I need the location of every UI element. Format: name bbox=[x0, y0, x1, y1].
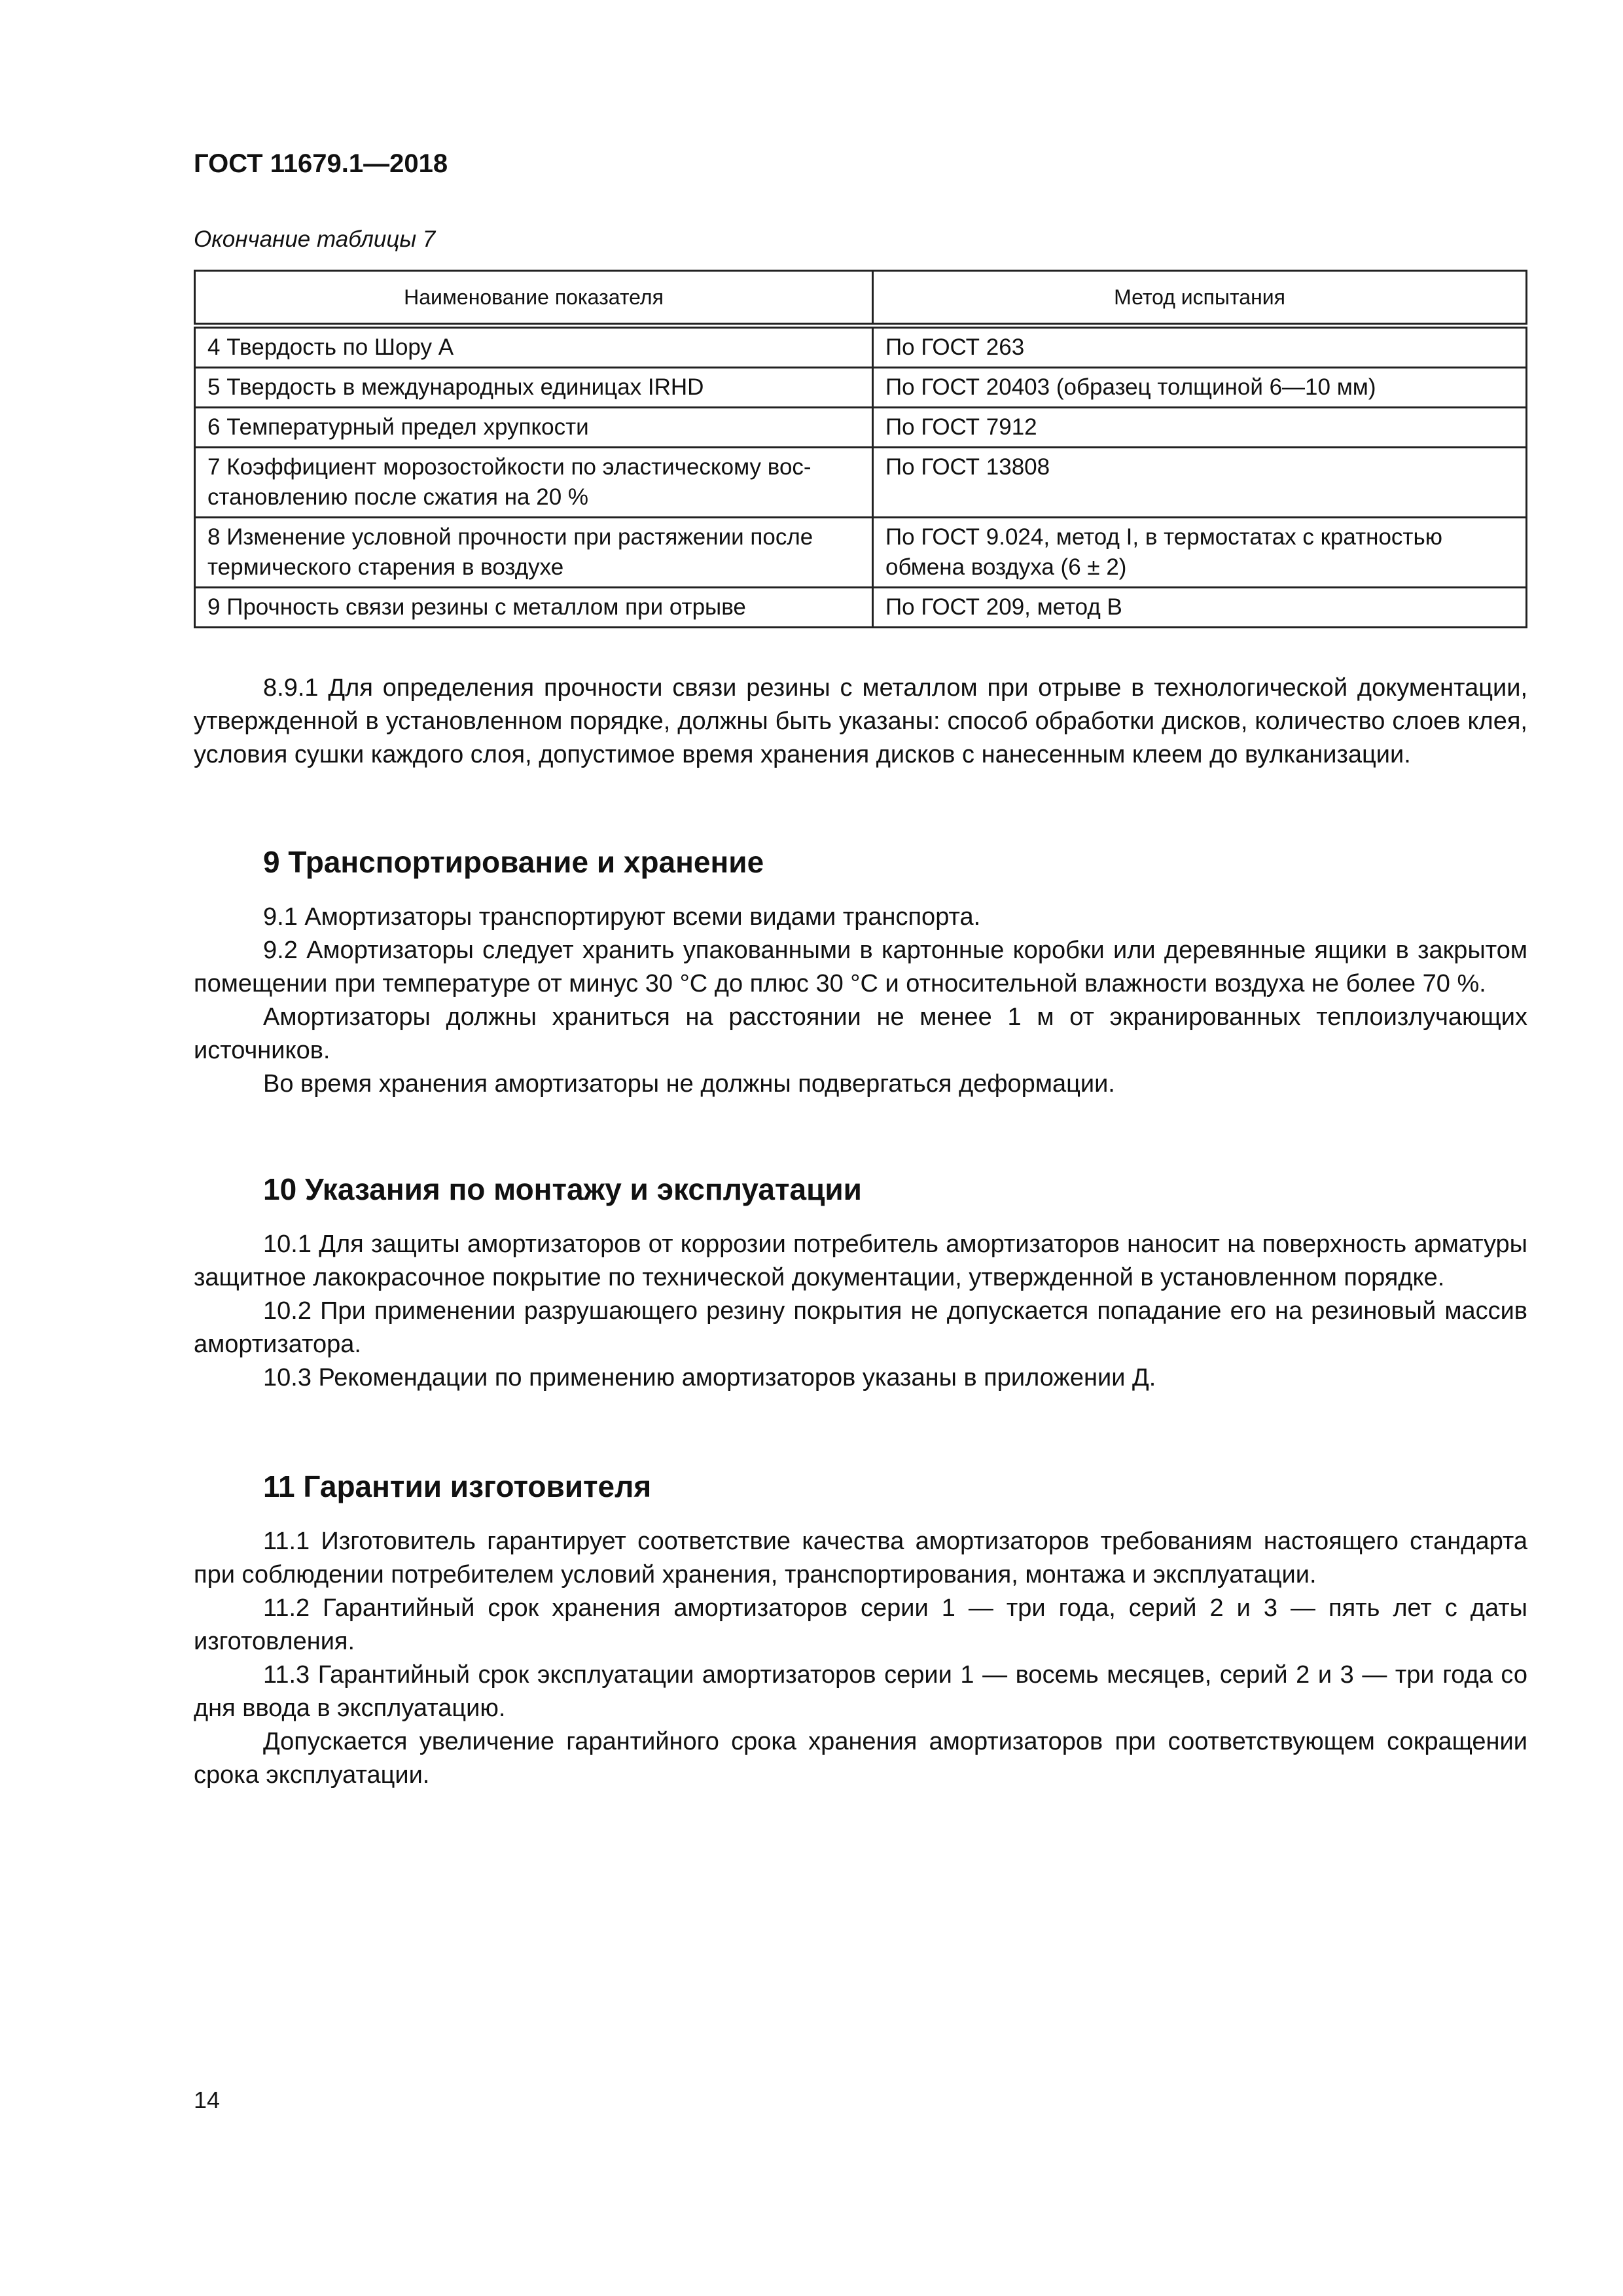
section-heading-11: 11 Гарантии изготовителя bbox=[263, 1469, 652, 1503]
section-heading-9: 9 Транспортирование и хранение bbox=[263, 845, 764, 879]
table-header-row bbox=[195, 271, 1527, 326]
page-number: 14 bbox=[194, 2087, 221, 2113]
indicator-cell: 7 Коэффициент морозостойкости по эластическому вос- становлению после сжатия на 20 % bbox=[195, 448, 873, 518]
indicator-cell: 6 Температурный предел хрупкости bbox=[195, 408, 873, 448]
indicator-cell: 5 Твердость в международных единицах IRHD bbox=[195, 368, 873, 408]
method-cell: По ГОСТ 209, метод В bbox=[873, 588, 1527, 628]
paragraph: Амортизаторы должны храниться на расстоянии не менее 1 м от экранированных теплоизлучающих источников. bbox=[194, 1003, 1527, 1064]
paragraph-block-8-9-1 bbox=[194, 672, 1527, 772]
paragraph: 9.2 Амортизаторы следует хранить упакованными в картонные коробки или деревянные ящики в закрытом помещении при температуре от минус 30 °С до плюс 30 °С и относительной влажности воздуха не более 70 %. bbox=[194, 937, 1527, 997]
column-header-method: Метод испытания bbox=[873, 271, 1527, 326]
table-caption: Окончание таблицы 7 bbox=[194, 226, 436, 252]
document-code: ГОСТ 11679.1—2018 bbox=[194, 149, 448, 178]
table-row bbox=[195, 368, 1527, 408]
indicator-cell: 4 Твердость по Шору А bbox=[195, 326, 873, 368]
indicator-cell: 8 Изменение условной прочности при растяжении после термического старения в воздухе bbox=[195, 518, 873, 588]
method-cell: По ГОСТ 7912 bbox=[873, 408, 1527, 448]
paragraph: 10.1 Для защиты амортизаторов от коррозии потребитель амортизаторов наносит на поверхность арматуры защитное лакокрасочное покрытие по технической документации, утвержденной в установленном порядке. bbox=[194, 1230, 1527, 1291]
method-cell: По ГОСТ 20403 (образец толщиной 6—10 мм) bbox=[873, 368, 1527, 408]
table-row bbox=[195, 408, 1527, 448]
table-row bbox=[195, 448, 1527, 518]
paragraph: 8.9.1 Для определения прочности связи резины с металлом при отрыве в технологической документации, утвержденной в установленном порядке, должны быть указаны: способ обработки дисков, количество слоев клея, условия сушки каждого слоя, допустимое время хранения дисков с нанесенным клеем до вулканизации. bbox=[194, 674, 1527, 768]
section-9-body bbox=[194, 901, 1527, 1101]
paragraph: 9.1 Амортизаторы транспортируют всеми видами транспорта. bbox=[263, 903, 981, 931]
method-cell: По ГОСТ 263 bbox=[873, 326, 1527, 368]
table-row bbox=[195, 588, 1527, 628]
table-row bbox=[195, 518, 1527, 588]
table-row bbox=[195, 326, 1527, 368]
paragraph: 11.2 Гарантийный срок хранения амортизаторов серии 1 — три года, серий 2 и 3 — пять лет с даты изготовления. bbox=[194, 1594, 1527, 1655]
paragraph: 10.2 При применении разрушающего резину покрытия не допускается попадание его на резиновый массив амортизатора. bbox=[194, 1297, 1527, 1358]
column-header-indicator: Наименование показателя bbox=[195, 271, 873, 326]
section-10-body bbox=[194, 1228, 1527, 1395]
section-11-body bbox=[194, 1525, 1527, 1792]
indicators-table bbox=[194, 270, 1527, 628]
method-cell: По ГОСТ 9.024, метод I, в термостатах с кратностью обмена воздуха (6 ± 2) bbox=[873, 518, 1527, 588]
paragraph: 11.1 Изготовитель гарантирует соответствие качества амортизаторов требованиям настоящего стандарта при соблюдении потребителем условий хранения, транспортирования, монтажа и эксплуатации. bbox=[194, 1528, 1527, 1588]
paragraph: Допускается увеличение гарантийного срока хранения амортизаторов при соответствующем сокращении срока эксплуатации. bbox=[194, 1728, 1527, 1789]
paragraph: 11.3 Гарантийный срок эксплуатации амортизаторов серии 1 — восемь месяцев, серий 2 и 3 — три года со дня ввода в эксплуатацию. bbox=[194, 1661, 1527, 1722]
indicator-cell: 9 Прочность связи резины с металлом при отрыве bbox=[195, 588, 873, 628]
section-heading-10: 10 Указания по монтажу и эксплуатации bbox=[263, 1172, 862, 1206]
paragraph: Во время хранения амортизаторы не должны подвергаться деформации. bbox=[263, 1070, 1115, 1098]
method-cell: По ГОСТ 13808 bbox=[873, 448, 1527, 518]
paragraph: 10.3 Рекомендации по применению амортизаторов указаны в приложении Д. bbox=[263, 1364, 1156, 1391]
